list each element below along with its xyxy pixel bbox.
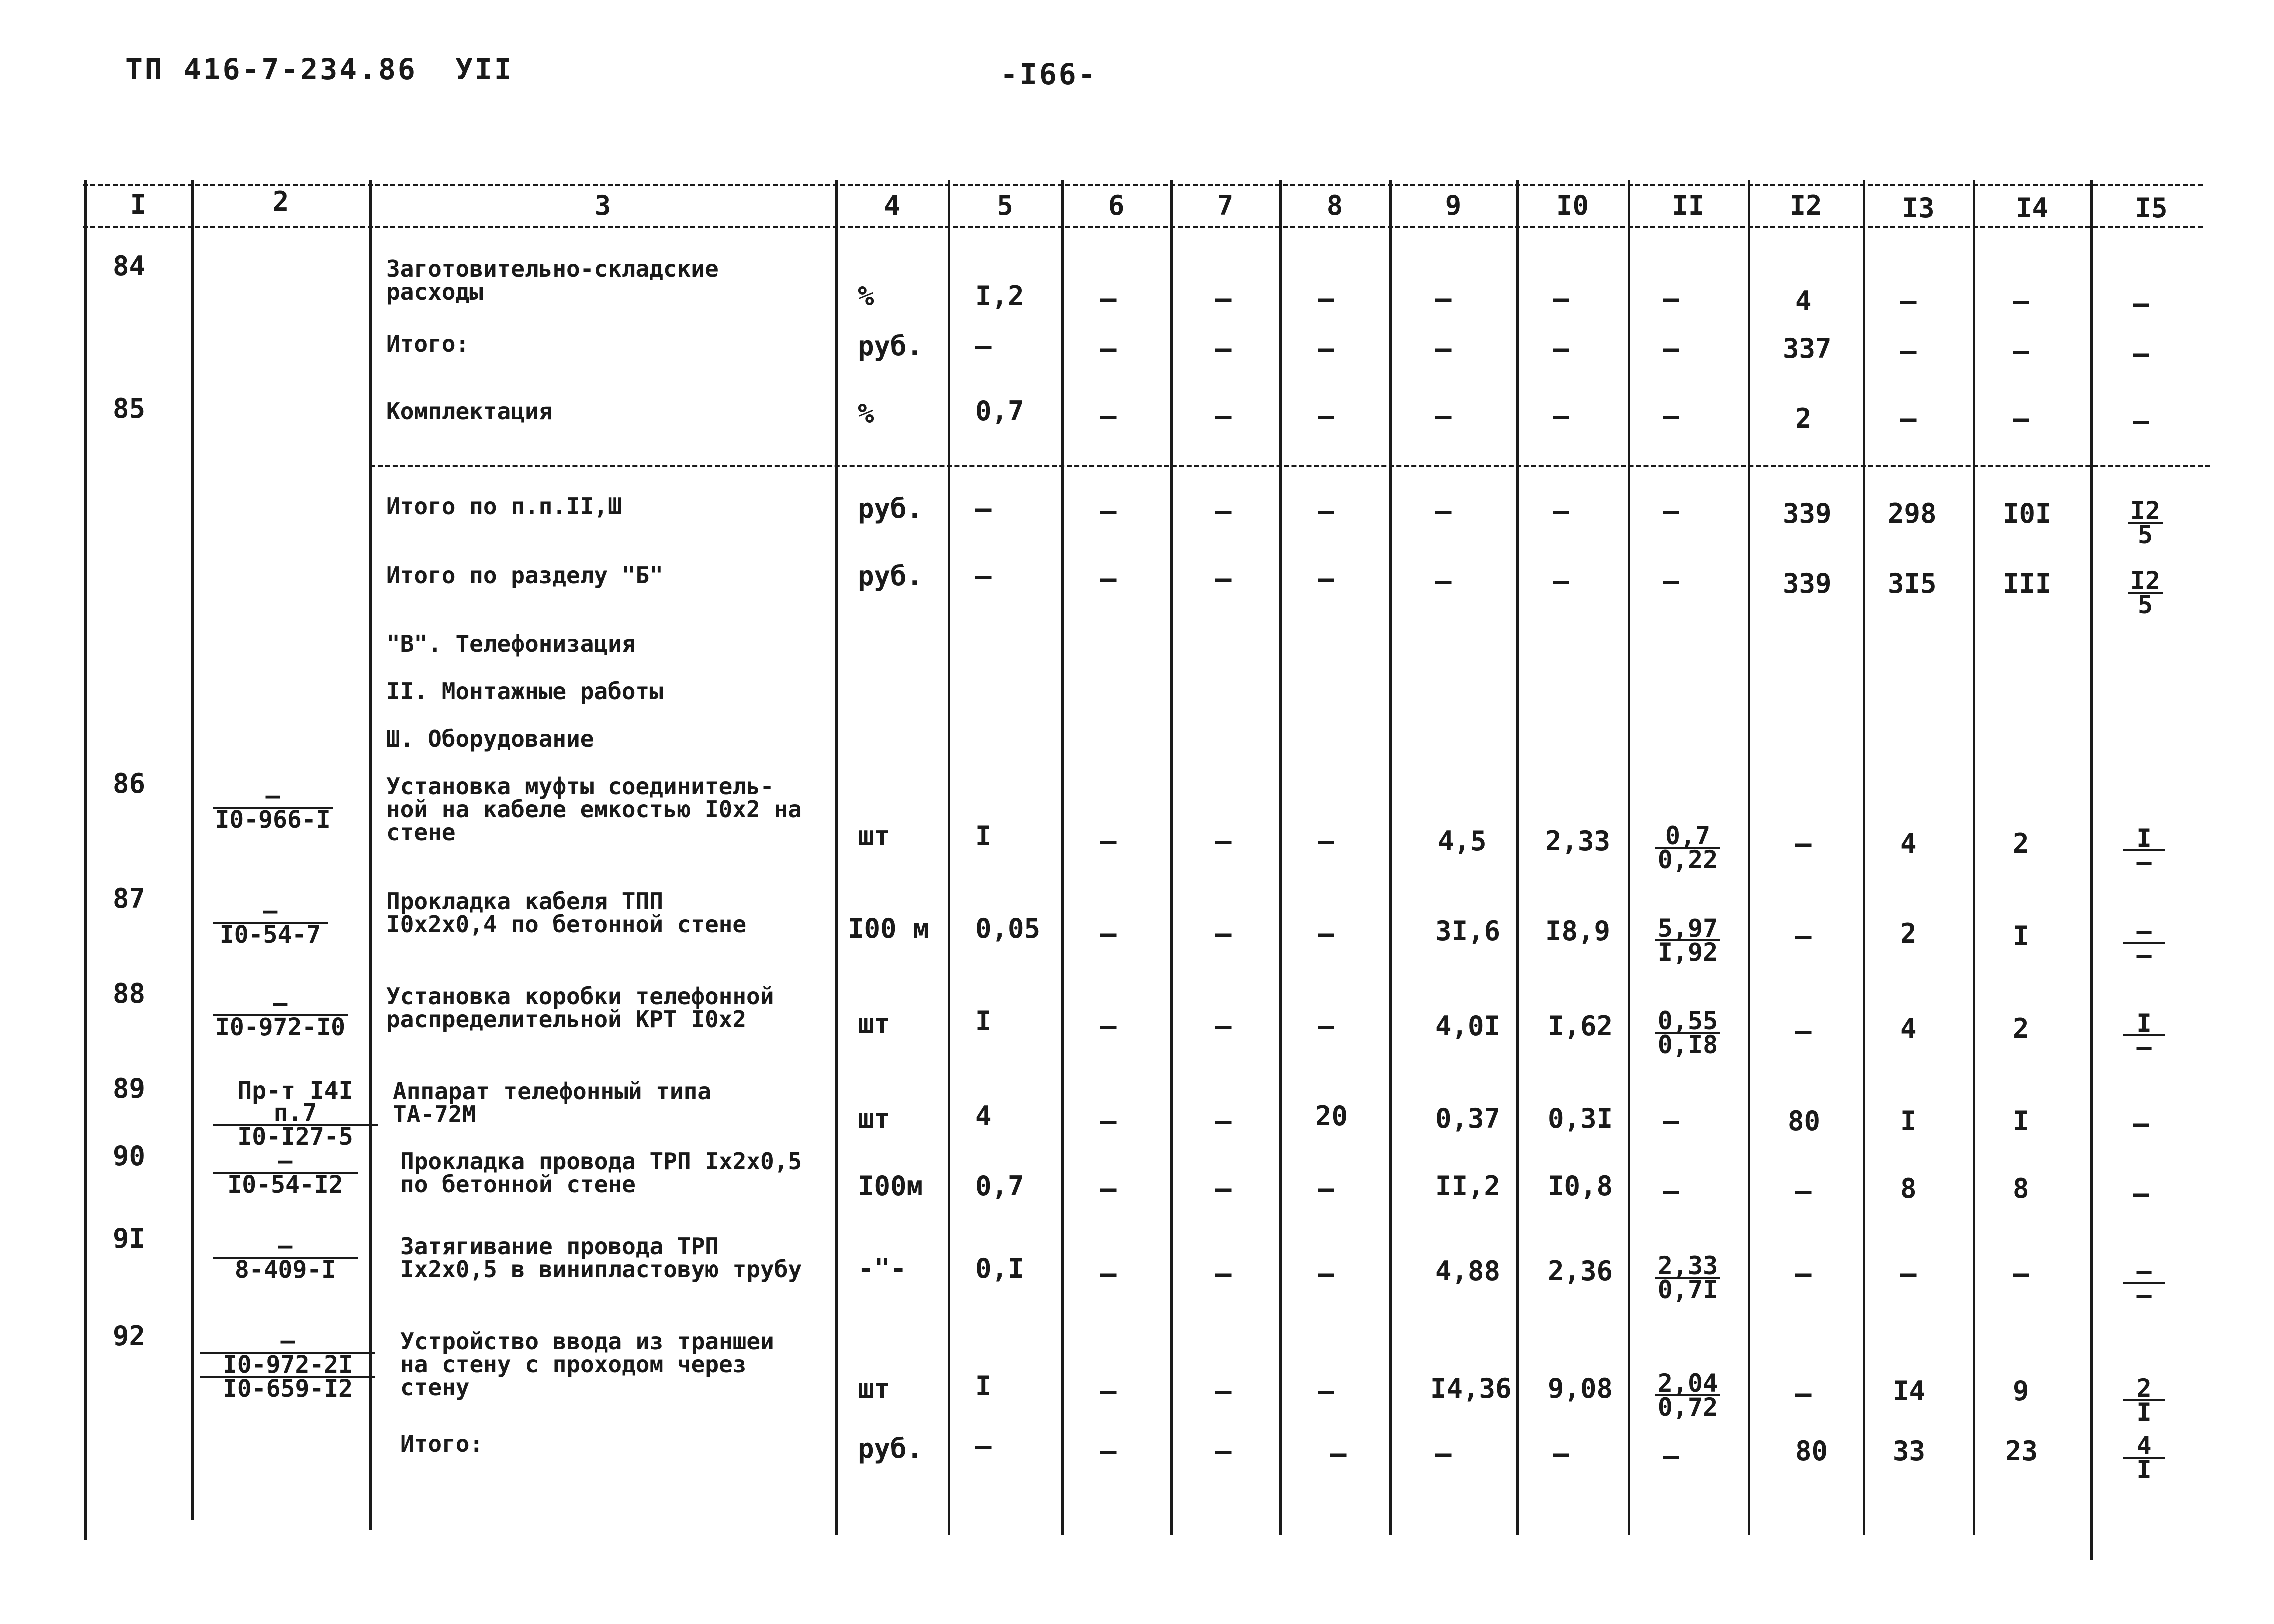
column-number: I3	[1902, 192, 1935, 224]
cell-col8: –	[1318, 1010, 1334, 1042]
fraction-denominator: 5	[2137, 520, 2153, 550]
cell-col5: I	[975, 820, 992, 852]
cell-col11: –	[1663, 283, 1679, 314]
row-description: Итого:	[386, 330, 470, 358]
column-number: 5	[997, 190, 1013, 222]
fraction-numerator: 0,55	[1655, 1010, 1720, 1034]
cell-col13: 2	[1900, 918, 1917, 950]
cell-col5: –	[975, 1430, 992, 1462]
cell-col15-fraction	[2123, 1256, 2165, 1310]
price-code-top: –	[213, 900, 328, 924]
cell-col12: 4	[1795, 286, 1812, 317]
unit: руб.	[858, 560, 923, 592]
cell-col11: –	[1663, 400, 1679, 432]
cell-col6: –	[1100, 918, 1117, 950]
price-code	[213, 990, 348, 1042]
page-number: -I66-	[1000, 58, 1098, 92]
cell-col14: 23	[2005, 1436, 2038, 1467]
cell-col7: –	[1215, 918, 1232, 950]
row-description: Комплектация	[386, 398, 553, 425]
cell-col15-fraction	[2128, 496, 2163, 550]
cell-col15: –	[2133, 1178, 2149, 1210]
cell-col14: –	[2013, 286, 2029, 317]
cell-col7: –	[1215, 1436, 1232, 1467]
price-code	[213, 1232, 358, 1284]
row-number: 84	[113, 250, 146, 282]
column-divider	[2090, 180, 2093, 1560]
cell-col5: 0,I	[975, 1253, 1024, 1284]
cell-col7: –	[1215, 333, 1232, 364]
row-number: 92	[113, 1320, 146, 1352]
price-code	[200, 1327, 375, 1403]
price-code-bottom: I0-659-I2	[222, 1375, 353, 1403]
price-code-bottom: I0-54-7	[219, 921, 321, 949]
cell-col7: –	[1215, 1106, 1232, 1137]
cell-col15: –	[2133, 406, 2149, 437]
price-code-bottom: I0-966-I	[215, 806, 331, 834]
cell-col7: –	[1215, 400, 1232, 432]
album-number: УII	[455, 52, 514, 86]
cell-col15-fraction	[2123, 1009, 2165, 1062]
row-description: Итого по разделу "Б"	[386, 562, 663, 589]
cell-col9: –	[1435, 496, 1452, 527]
column-divider	[1973, 180, 1975, 1535]
unit: руб.	[858, 330, 923, 362]
cell-col5: –	[975, 560, 992, 592]
unit: шт	[858, 1008, 891, 1040]
price-code-bottom: I0-I27-5	[237, 1123, 353, 1151]
cell-col10: –	[1553, 1438, 1569, 1470]
cell-col15-fraction	[2123, 1432, 2165, 1484]
column-number: II	[1672, 190, 1705, 222]
cell-col5: I	[975, 1006, 992, 1037]
column-divider	[1061, 180, 1064, 1535]
fraction-numerator: 4	[2123, 1435, 2165, 1459]
column-divider	[948, 180, 950, 1535]
column-divider	[1516, 180, 1519, 1535]
cell-col8: –	[1318, 1258, 1334, 1290]
row-description: Установка муфты соединитель- ной на кабеле емкостью I0х2 на стене	[386, 773, 802, 846]
column-divider	[1389, 180, 1392, 1535]
price-code-top: –	[200, 1330, 375, 1354]
row-description: Установка коробки телефонной распределительной КРТ I0х2	[386, 983, 774, 1033]
column-divider	[835, 180, 838, 1535]
cell-col9: I4,36	[1430, 1373, 1512, 1404]
unit: -"-	[858, 1253, 907, 1284]
row-description: Прокладка провода ТРП Iх2х0,5 по бетонной стене	[400, 1148, 802, 1198]
row-number: 88	[113, 978, 146, 1010]
fraction-numerator: I2	[2128, 570, 2163, 594]
cell-col11-fraction	[1655, 1252, 1720, 1304]
column-number: I5	[2135, 192, 2168, 224]
row-description: Устройство ввода из траншеи на стену с проходом через стену	[400, 1328, 774, 1401]
cell-col12: 339	[1783, 498, 1832, 530]
column-number: I2	[1789, 190, 1822, 222]
column-number: 7	[1217, 190, 1234, 222]
cell-col10: I,62	[1548, 1010, 1613, 1042]
cell-col6: –	[1100, 1436, 1117, 1467]
cell-col10: 0,3I	[1548, 1103, 1613, 1134]
price-code-bottom: I0-972-I0	[215, 1014, 346, 1042]
row-number: 85	[113, 393, 146, 424]
cell-col12: –	[1795, 828, 1812, 860]
cell-col9: II,2	[1435, 1170, 1501, 1202]
cell-col10: –	[1553, 283, 1569, 314]
column-number: 2	[272, 186, 289, 218]
cell-col8: –	[1318, 1376, 1334, 1407]
cell-col13: I	[1900, 1106, 1917, 1137]
cell-col13: –	[1900, 1258, 1917, 1290]
cell-col7: –	[1215, 826, 1232, 857]
cell-col8: –	[1318, 563, 1334, 594]
cell-col9: 0,37	[1435, 1103, 1501, 1134]
cell-col6: –	[1100, 1010, 1117, 1042]
price-code-bottom: I0-54-I2	[227, 1171, 343, 1199]
fraction-numerator: I2	[2128, 500, 2163, 524]
fraction-numerator: 2,04	[1655, 1372, 1720, 1396]
row-description: Затягивание провода ТРП Iх2х0,5 в винипластовую трубу	[400, 1233, 802, 1283]
cell-col15: –	[2133, 288, 2149, 320]
cell-col8: –	[1318, 283, 1334, 314]
cell-col15-fraction	[2123, 824, 2165, 877]
column-divider	[84, 180, 87, 1540]
cell-col14: I	[2013, 920, 2029, 952]
fraction-numerator: I	[2123, 1012, 2165, 1036]
cell-col9: –	[1435, 283, 1452, 314]
row-description: Итого:	[400, 1430, 484, 1458]
cell-col14: –	[2013, 1258, 2029, 1290]
fraction-numerator: 2,33	[1655, 1255, 1720, 1279]
cell-col6: –	[1100, 826, 1117, 857]
cell-col13: I4	[1893, 1376, 1926, 1407]
column-number: I	[130, 189, 147, 220]
row-number: 86	[113, 768, 146, 800]
cell-col8: –	[1330, 1438, 1347, 1470]
price-code	[213, 897, 328, 949]
cell-col12: –	[1795, 1016, 1812, 1047]
unit: %	[858, 280, 874, 312]
cell-col13: –	[1900, 286, 1917, 317]
cell-col13: 3I5	[1888, 568, 1937, 600]
row-number: 89	[113, 1073, 146, 1104]
header-bottom-rule	[83, 226, 2203, 228]
cell-col10: –	[1553, 496, 1569, 527]
cell-col12: 339	[1783, 568, 1832, 600]
cell-col7: –	[1215, 1376, 1232, 1407]
cell-col8: –	[1318, 496, 1334, 527]
cell-col6: –	[1100, 1258, 1117, 1290]
cell-col10: –	[1553, 400, 1569, 432]
cell-col6: –	[1100, 1106, 1117, 1137]
fraction-numerator: 0,7	[1655, 825, 1720, 849]
header-top-rule	[83, 184, 2203, 186]
cell-col6: –	[1100, 496, 1117, 527]
cell-col14: –	[2013, 403, 2029, 434]
cell-col10: –	[1553, 566, 1569, 597]
cell-col8: –	[1318, 826, 1334, 857]
cell-col6: –	[1100, 400, 1117, 432]
cell-col12: 80	[1795, 1436, 1828, 1467]
cell-col11: –	[1663, 333, 1679, 364]
fraction-denominator: –	[2136, 940, 2152, 970]
column-divider	[1628, 180, 1630, 1535]
cell-col7: –	[1215, 496, 1232, 527]
cell-col11-fraction	[1655, 822, 1720, 874]
fraction-denominator: I	[2136, 1456, 2152, 1484]
price-code-top: –	[213, 785, 333, 809]
cell-col13: 33	[1893, 1436, 1926, 1467]
cell-col12: –	[1795, 1258, 1812, 1290]
row-description: Итого по п.п.II,Ш	[386, 493, 622, 520]
cell-col7: –	[1215, 283, 1232, 314]
price-code	[213, 782, 333, 834]
cell-col5: –	[975, 330, 992, 362]
unit: шт	[858, 820, 891, 852]
unit: I00 м	[848, 913, 929, 944]
unit: %	[858, 398, 874, 430]
column-divider	[1863, 180, 1865, 1535]
cell-col5: 0,7	[975, 396, 1024, 427]
cell-col5: I	[975, 1370, 992, 1402]
cell-col11-fraction	[1655, 1369, 1720, 1422]
column-number: 9	[1445, 190, 1462, 222]
column-divider	[1170, 180, 1173, 1535]
fraction-denominator: –	[2136, 1280, 2152, 1310]
cell-col5: I,2	[975, 280, 1024, 312]
cell-col11: –	[1663, 496, 1679, 527]
column-number: I0	[1556, 190, 1589, 222]
cell-col9: 4,5	[1438, 826, 1487, 857]
cell-col12: –	[1795, 1378, 1812, 1410]
cell-col14: 2	[2013, 1013, 2029, 1044]
cell-col10: 9,08	[1548, 1373, 1613, 1404]
column-divider	[191, 180, 194, 1520]
column-number: 4	[884, 190, 900, 222]
cell-col6: –	[1100, 563, 1117, 594]
row-description: Заготовительно-складские расходы	[386, 256, 719, 306]
fraction-denominator: 0,7I	[1657, 1276, 1718, 1304]
fraction-denominator: 5	[2137, 590, 2153, 620]
cell-col9: 4,88	[1435, 1256, 1501, 1287]
cell-col14: III	[2003, 568, 2052, 600]
cell-col12: 337	[1783, 333, 1832, 364]
column-number: 6	[1108, 190, 1125, 222]
row-number: 87	[113, 883, 146, 914]
cell-col10: 2,36	[1548, 1256, 1613, 1287]
cell-col6: –	[1100, 283, 1117, 314]
cell-col7: –	[1215, 1010, 1232, 1042]
cell-col13: –	[1900, 336, 1917, 367]
column-number: 8	[1326, 190, 1343, 222]
cell-col6: –	[1100, 1376, 1117, 1407]
fraction-denominator: –	[2136, 1033, 2152, 1062]
cell-col7: –	[1215, 1258, 1232, 1290]
fraction-numerator: 5,97	[1655, 918, 1720, 942]
subtotal-rule	[370, 465, 2210, 468]
fraction-numerator: 2	[2123, 1378, 2165, 1402]
cell-col5: 4	[975, 1100, 992, 1132]
cell-col13: 4	[1900, 1013, 1917, 1044]
cell-col5: –	[975, 493, 992, 524]
cell-col14: I	[2013, 1106, 2029, 1137]
cell-col9: –	[1435, 566, 1452, 597]
fraction-numerator: –	[2123, 1260, 2165, 1284]
cell-col13: 4	[1900, 828, 1917, 860]
cell-col11: –	[1663, 1106, 1679, 1137]
cell-col12: –	[1795, 1176, 1812, 1207]
cell-col5: 0,05	[975, 913, 1041, 944]
price-code-top: Пр-т I4I п.7	[213, 1080, 378, 1126]
fraction-denominator: I	[2136, 1398, 2152, 1427]
cell-col14: 8	[2013, 1173, 2029, 1204]
cell-col9: 3I,6	[1435, 916, 1501, 947]
cell-col10: 2,33	[1545, 826, 1611, 857]
cell-col10: –	[1553, 333, 1569, 364]
cell-col9: –	[1435, 1438, 1452, 1470]
cell-col14: 2	[2013, 828, 2029, 860]
cell-col12: 2	[1795, 403, 1812, 434]
cell-col9: –	[1435, 333, 1452, 364]
cell-col11: –	[1663, 1440, 1679, 1472]
cell-col14: 9	[2013, 1376, 2029, 1407]
price-code-bottom: 8-409-I	[234, 1256, 336, 1284]
cell-col13: –	[1900, 403, 1917, 434]
section-heading: Ш. Оборудование	[386, 726, 594, 752]
cell-col8: –	[1318, 400, 1334, 432]
cell-col8: 20	[1315, 1100, 1348, 1132]
cell-col14: I0I	[2003, 498, 2052, 530]
column-divider	[369, 180, 372, 1530]
column-divider	[1748, 180, 1750, 1535]
unit: шт	[858, 1103, 891, 1134]
unit: шт	[858, 1373, 891, 1404]
unit: руб.	[858, 1433, 923, 1464]
cell-col6: –	[1100, 333, 1117, 364]
cell-col9: 4,0I	[1435, 1010, 1501, 1042]
cell-col8: –	[1318, 333, 1334, 364]
cell-col14: –	[2013, 336, 2029, 367]
cell-col15-fraction	[2123, 1374, 2165, 1427]
fraction-denominator: –	[2136, 848, 2152, 877]
cell-col11: –	[1663, 566, 1679, 597]
cell-col13: 298	[1888, 498, 1937, 530]
cell-col10: I8,9	[1545, 916, 1611, 947]
cell-col11: –	[1663, 1176, 1679, 1207]
fraction-denominator: 0,22	[1657, 846, 1718, 874]
cell-col15-fraction	[2123, 916, 2165, 970]
unit: руб.	[858, 493, 923, 524]
row-number: 9I	[113, 1223, 146, 1254]
unit: I00м	[858, 1170, 923, 1202]
column-divider	[1279, 180, 1282, 1535]
cell-col15: –	[2133, 338, 2149, 370]
fraction-denominator: 0,I8	[1657, 1030, 1718, 1060]
price-code	[213, 1147, 358, 1199]
cell-col11-fraction	[1655, 1006, 1720, 1060]
cell-col13: 8	[1900, 1173, 1917, 1204]
price-code-top: –	[213, 1150, 358, 1174]
cell-col15-fraction	[2128, 566, 2163, 620]
document-code: ТП 416-7-234.86	[125, 52, 417, 86]
cell-col7: –	[1215, 1173, 1232, 1204]
price-code-top: –	[213, 992, 348, 1016]
cell-col8: –	[1318, 918, 1334, 950]
cell-col12: –	[1795, 920, 1812, 952]
cell-col9: –	[1435, 400, 1452, 432]
cell-col12: 80	[1788, 1106, 1821, 1137]
cell-col10: I0,8	[1548, 1170, 1613, 1202]
row-description: Прокладка кабеля ТПП I0х2х0,4 по бетонной стене	[386, 888, 747, 938]
fraction-denominator: 0,72	[1657, 1393, 1718, 1422]
section-heading: "В". Телефонизация	[386, 630, 636, 658]
cell-col5: 0,7	[975, 1170, 1024, 1202]
fraction-numerator: I	[2123, 828, 2165, 852]
price-code	[213, 1077, 378, 1151]
price-code-top: –	[213, 1235, 358, 1259]
fraction-numerator: –	[2123, 920, 2165, 944]
cell-col7: –	[1215, 563, 1232, 594]
column-number: 3	[594, 190, 611, 222]
row-description: Аппарат телефонный типа ТА-72М	[393, 1078, 711, 1128]
column-number: I4	[2015, 192, 2049, 224]
price-code-middle: I0-972-2I	[200, 1354, 375, 1378]
cell-col11-fraction	[1655, 914, 1720, 967]
section-heading: II. Монтажные работы	[386, 678, 663, 705]
row-number: 90	[113, 1140, 146, 1172]
cell-col6: –	[1100, 1173, 1117, 1204]
cell-col8: –	[1318, 1173, 1334, 1204]
cell-col15: –	[2133, 1108, 2149, 1140]
fraction-denominator: I,92	[1657, 938, 1718, 967]
